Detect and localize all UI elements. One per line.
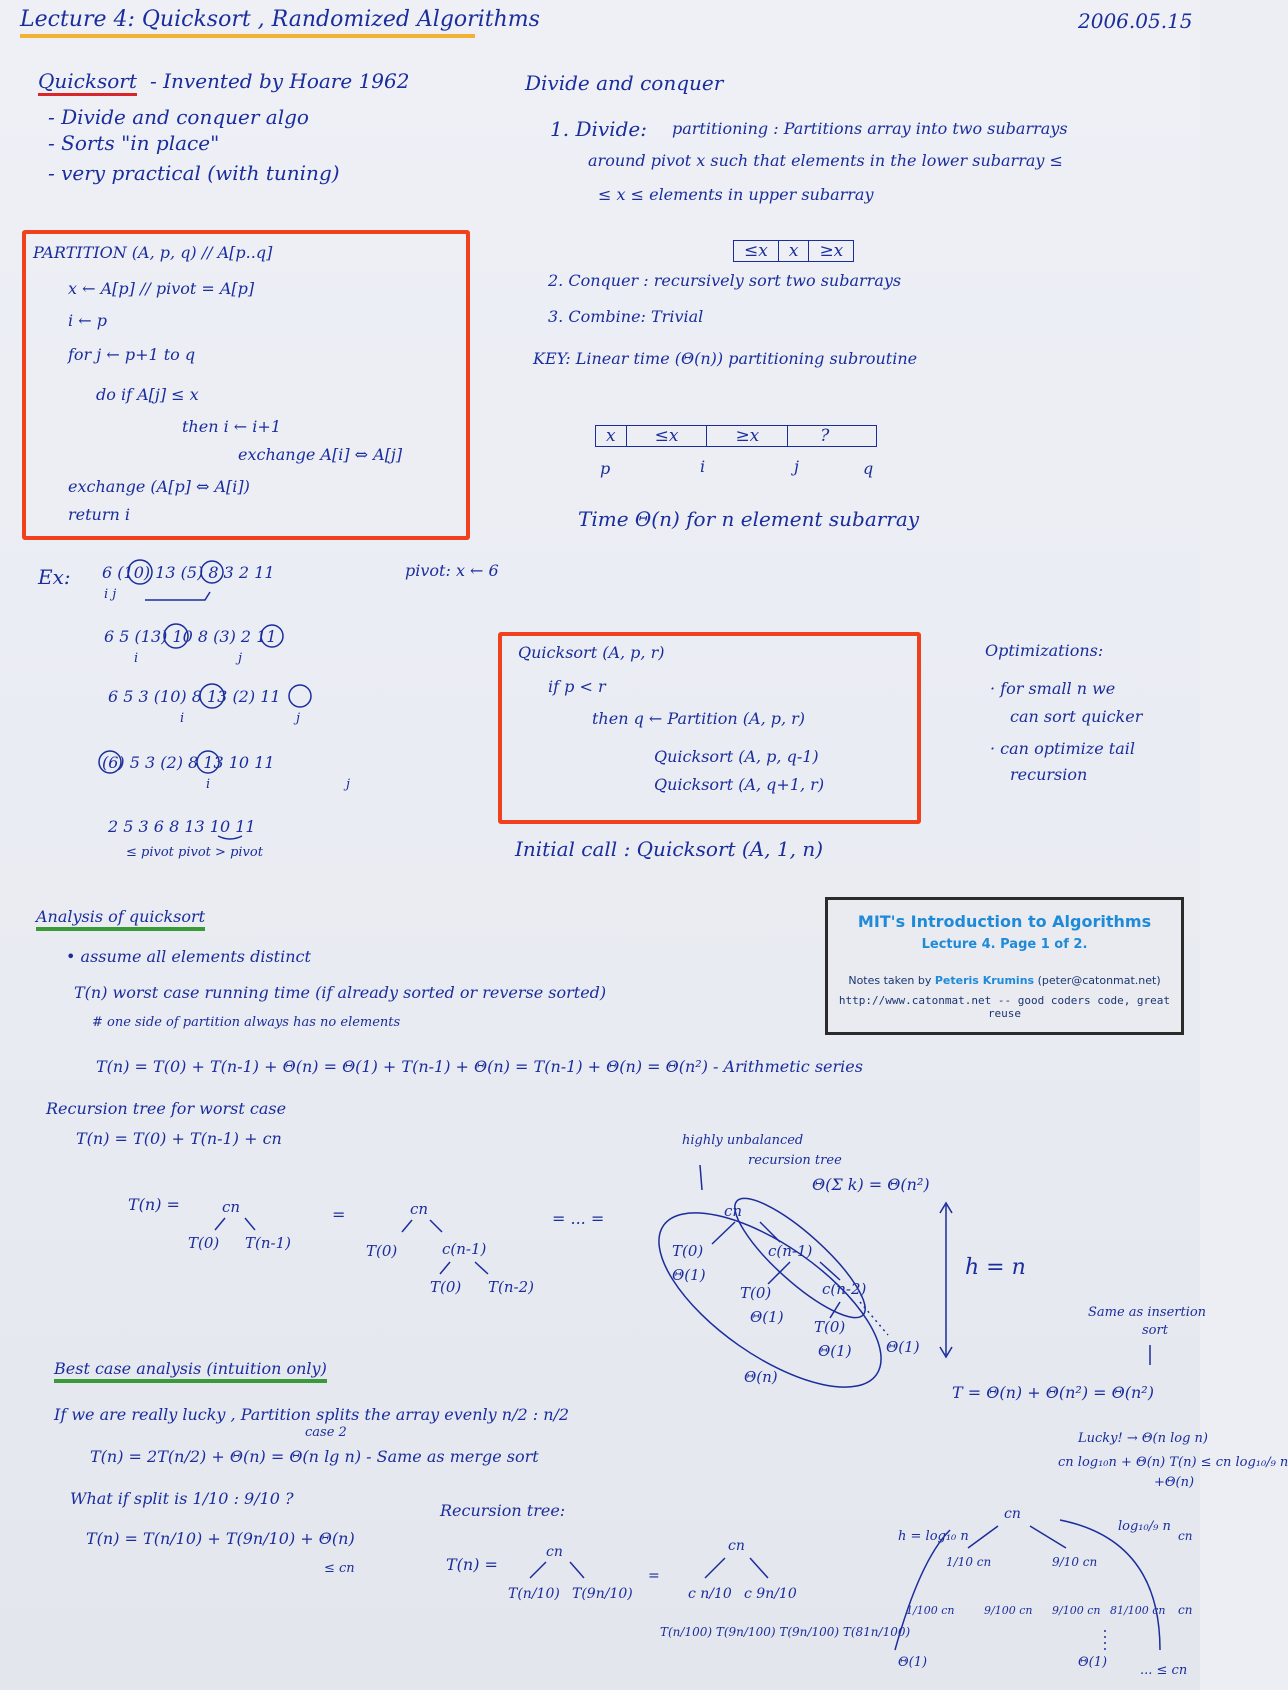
height-note: h = n [965,1255,1026,1280]
quicksort-line-3: then q ← Partition (A, p, r) [592,709,806,728]
circle-10b [200,684,224,708]
recursion-tree-label: Recursion tree: [440,1501,566,1520]
example-row-5: 2 5 3 6 8 13 10 11 [108,817,256,836]
quicksort-line-5: Quicksort (A, q+1, r) [654,775,825,794]
btree1-left: T(n/10) [508,1586,560,1602]
btree2-root: cn [728,1538,745,1554]
tree2-sub-right: T(n-2) [488,1278,534,1296]
lecture-title: Lecture 4: Quicksort , Randomized Algorithms [20,8,475,38]
btree3-l2b: 9/100 cn [984,1604,1033,1617]
example-marker-1: i j [104,587,117,602]
height-log-note: h = log₁₀ n [898,1529,969,1544]
tree1-edge-right [245,1218,255,1230]
btree1-root: cn [546,1544,563,1560]
optimization-2a: · can optimize tail [990,739,1135,758]
conquer-step: 2. Conquer : recursively sort two subarrays [548,271,902,290]
quicksort-line-4: Quicksort (A, p, q-1) [654,747,819,766]
intro-bullet-2: - Sorts "in place" [48,131,220,155]
tree3-t0-b: T(0) [740,1284,772,1302]
intro-bullet-3: - very practical (with tuning) [48,161,340,185]
optimization-1b: can sort quicker [1010,707,1143,726]
divide-text-2: around pivot x such that elements in the lower subarray ≤ [588,151,1063,170]
btree3-l2a: 1/100 cn [906,1604,955,1617]
sum-result: Θ(Σ k) = Θ(n²) [812,1175,930,1194]
btree3-right-arrow [1060,1520,1160,1650]
tree1-edge-left [215,1218,225,1230]
unbalanced-label: highly unbalanced [682,1133,804,1148]
example-annotations [99,560,311,839]
btree3-l2c: 9/100 cn [1052,1604,1101,1617]
assume-distinct: • assume all elements distinct [66,947,311,966]
partition-time: Time Θ(n) for n element subarray [578,507,920,531]
tree2-sub-left: T(0) [430,1278,462,1296]
circle-2 [289,685,311,707]
lucky-note: Lucky! → Θ(n log n) [1078,1431,1209,1446]
optimization-1a: · for small n we [990,679,1116,698]
btree3-root: cn [1004,1506,1021,1522]
example-bottom-labels: ≤ pivot pivot > pivot [126,845,263,860]
example-row-3: 6 5 3 (10) 8 13 (2) 11 [108,687,281,706]
example-label: Ex: [38,565,71,589]
banner-email: (peter@catonmat.net) [1034,974,1161,987]
quicksort-line-1: Quicksort (A, p, r) [518,643,665,662]
btree2-edge-left [705,1558,725,1578]
bar-label-i: i [700,457,706,476]
tree3-cn1: c(n-1) [768,1242,813,1260]
partition-line-4: for j ← p+1 to q [68,345,196,364]
circle-5 [201,561,223,583]
tree3-edge-1 [712,1222,735,1244]
btree3-edge-right [1030,1526,1066,1548]
optimization-2b: recursion [1010,765,1088,784]
partition-line-7: exchange A[i] ⇔ A[j] [238,445,403,464]
key-note: KEY: Linear time (Θ(n)) partitioning subroutine [533,349,918,368]
partition-line-9: return i [68,505,131,524]
leq-cn-note: ≤ cn [324,1561,355,1576]
btree3-cn-right-2: cn [1178,1603,1193,1617]
btree2-edge-right [750,1558,768,1578]
tree2-edge-left [402,1220,412,1232]
tree2-edge-sub-right [475,1262,488,1274]
tree2-edge-right [430,1220,442,1232]
btree1-right: T(9n/10) [572,1586,633,1602]
theta1-bottom-left: Θ(1) [898,1655,928,1670]
lecture-date: 2006.05.15 [1078,9,1193,33]
banner-subtitle: Lecture 4. Page 1 of 2. [921,937,1088,952]
partition-line-8: exchange (A[p] ⇔ A[i]) [68,477,250,496]
tree3-theta-c: Θ(1) [818,1342,852,1360]
example-marker-4: i [180,711,185,726]
pivot-note: pivot: x ← 6 [405,561,499,580]
partition-line-5: do if A[j] ≤ x [96,385,199,404]
btree3-l2d: 81/100 cn [1110,1604,1166,1617]
tree3-theta-end: Θ(1) [886,1338,920,1356]
btree-eq: = [648,1568,660,1584]
btree1-edge-left [530,1562,546,1578]
diagram-cell-upper: ≥x [819,241,844,261]
circle-13 [164,624,188,648]
worst-total: T = Θ(n) + Θ(n²) = Θ(n²) [952,1383,1154,1402]
bar-label-p: p [600,459,611,478]
btree2-left: c n/10 [688,1586,732,1602]
bar-cell-lower: ≤x [627,426,708,446]
same-insertion-note: Same as insertion [1088,1305,1207,1320]
partition-line-3: i ← p [68,311,107,330]
sort-note: sort [1142,1323,1168,1338]
tree2-edge-sub-left [440,1262,450,1274]
tree1-root: cn [222,1198,241,1216]
initial-call: Initial call : Quicksort (A, 1, n) [515,837,823,861]
tree1-left: T(0) [188,1234,220,1252]
tree-dots: = ... = [552,1209,605,1228]
bar-label-q: q [863,459,874,478]
divide-label: 1. Divide: [550,117,647,141]
worst-case-note: T(n) worst case running time (if already sorted or reverse sorted) [74,983,607,1002]
best-line-3: What if split is 1/10 : 9/10 ? [70,1489,294,1508]
lucky-note-3: +Θ(n) [1154,1475,1195,1490]
example-row-4: (6) 5 3 (2) 8 13 10 11 [102,753,275,772]
bar-cell-pivot: x [596,426,627,446]
example-marker-6: i [206,777,211,792]
tree2-root: cn [410,1200,429,1218]
circle-6 [99,751,121,773]
example-row-1: 6 (10) 13 (5) 8 3 2 11 [102,563,275,582]
divide-text-3: ≤ x ≤ elements in upper subarray [598,185,874,204]
banner-author: Peteris Krumins [934,974,1035,987]
pivot-brace [218,836,242,839]
quicksort-line-2: if p < r [548,677,606,696]
bar-cell-unknown: ? [820,426,830,446]
tree3-root: cn [724,1202,743,1220]
tree2-left: T(0) [366,1242,398,1260]
btree2-right: c 9n/10 [744,1586,797,1602]
tree3-t0-a: T(0) [672,1242,704,1260]
btree2-leaves: T(n/100) T(9n/100) T(9n/100) T(81n/100) [660,1625,911,1639]
btree3-l1: 1/10 cn [946,1555,992,1569]
example-marker-5: j [296,711,301,726]
unbalanced-arrow [700,1165,702,1190]
diagram-cell-pivot: x [779,241,810,261]
worst-case-trees [188,1165,1150,1420]
circle-2b [197,751,219,773]
analysis-heading: Analysis of quicksort [36,907,205,931]
optimizations-heading: Optimizations: [985,641,1104,660]
bar-cell-upper: ≥x [707,426,788,446]
circle-10 [128,560,152,584]
unbalanced-label-2: recursion tree [748,1153,842,1168]
btree1-edge-right [570,1562,584,1578]
lucky-note-2: cn log₁₀n + Θ(n) T(n) ≤ cn log₁₀/₉ n [1058,1455,1288,1470]
log-right-note: log₁₀/₉ n [1118,1519,1171,1534]
best-line-1: If we are really lucky , Partition splits the array evenly n/2 : n/2 [54,1405,570,1424]
example-marker-3: j [238,651,243,666]
partition-line-6: then i ← i+1 [182,417,281,436]
btree1-label: T(n) = [446,1555,498,1574]
recurrence: T(n) = T(0) + T(n-1) + cn [76,1129,282,1148]
one-side-note: # one side of partition always has no elements [92,1015,401,1030]
leq-cn-bottom: ... ≤ cn [1140,1663,1188,1678]
tree2-mid: c(n-1) [442,1240,487,1258]
tree1-right: T(n-1) [245,1234,291,1252]
best-line-2: T(n) = 2T(n/2) + Θ(n) = Θ(n lg n) - Same as merge sort [90,1447,539,1466]
tree3-edge-6 [860,1302,888,1335]
best-case-heading: Best case analysis (intuition only) [54,1359,327,1383]
diagram-cell-lower: ≤x [734,241,779,261]
worst-case-equation: T(n) = T(0) + T(n-1) + Θ(n) = Θ(1) + T(n-1) + Θ(n) = T(n-1) + Θ(n) = Θ(n²) - Arithmetic series [96,1057,863,1076]
theta1-bottom-right: Θ(1) [1078,1655,1108,1670]
tree-equals: = [332,1205,346,1224]
tree-expansion-label: T(n) = [128,1195,180,1214]
banner-notes-prefix: Notes taken by [848,974,935,987]
best-case-trees [446,1506,1192,1650]
swap-arrow-1 [145,592,210,600]
invented-note: - Invented by Hoare 1962 [150,69,410,93]
divide-text-1: partitioning : Partitions array into two subarrays [672,119,1068,138]
banner-url: http://www.catonmat.net -- good coders code, great reuse [838,994,1171,1020]
example-marker-2: i [134,651,139,666]
btree3-edge-left [968,1526,998,1548]
recursion-tree-heading: Recursion tree for worst case [46,1099,287,1118]
combine-step: 3. Combine: Trivial [548,307,704,326]
divide-conquer-heading: Divide and conquer [525,71,724,95]
banner-title: MIT's Introduction to Algorithms [857,912,1152,931]
partition-line-2: x ← A[p] // pivot = A[p] [68,279,255,298]
case2-note: case 2 [305,1425,347,1440]
example-marker-7: j [346,777,351,792]
example-row-2: 6 5 (13) 10 8 (3) 2 11 [104,627,277,646]
tree3-theta-b: Θ(1) [750,1308,784,1326]
bar-label-j: j [794,457,799,476]
btree3-cn-right-1: cn [1178,1529,1193,1543]
btree3-r1: 9/10 cn [1052,1555,1098,1569]
partition-line-1: PARTITION (A, p, q) // A[p..q] [33,243,273,262]
quicksort-heading: Quicksort [38,69,137,96]
tree3-thetan: Θ(n) [744,1368,778,1386]
circle-3 [261,625,283,647]
tree3-theta-a: Θ(1) [672,1266,706,1284]
best-line-4: T(n) = T(n/10) + T(9n/10) + Θ(n) [86,1529,355,1548]
tree3-cn2: c(n-2) [822,1280,867,1298]
tree3-t0-c: T(0) [814,1318,846,1336]
tree3-edge-3 [768,1262,790,1284]
intro-bullet-1: - Divide and conquer algo [48,105,309,129]
